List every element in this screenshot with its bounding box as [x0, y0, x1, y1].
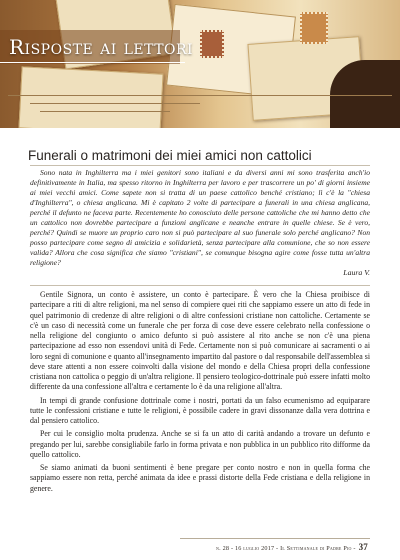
letter-signature: Laura V.	[343, 268, 370, 277]
answer-paragraph: Per cui le consiglio molta prudenza. Anche se si fa un atto di carità andando a trovare un defunto e pregando per lui, sarebbe consigliabile farlo in forma privata e non pubblica in un pubblico rito difforme da quello cattolico.	[30, 429, 370, 459]
stamp-image	[300, 12, 328, 44]
footer-rule	[180, 538, 370, 539]
letter-box-top-rule	[30, 165, 370, 166]
header-photo	[0, 0, 400, 128]
section-title-rule	[0, 62, 185, 63]
stamp-image	[200, 30, 224, 58]
page-footer	[216, 542, 368, 552]
answer-paragraph: Gentile Signora, un conto è assistere, un conto è partecipare. È vero che la Chiesa proibisce di partecipare a riti di altre religioni, ma nel senso di compiere quei riti che sappiamo essere un atto di fede in quel patrimonio di credenze di altre religioni o di altre confessioni cristiane non cattoliche. Certamente se c'è un caso di necessità come un funerale che per forza di cose deve essere celebrato nella confessione o nella religione del congiunto o amico defunto si può assistere al rito anche se non c'è una piena partecipazione ad esso non essendovi unità di Fede. Certamente non si può comunicare ai sacramenti o ai loro segni di comunione e quanto all'insegnamento impartito dal pastore o dal responsabile dell'assemblea si deve stare attenti a non essere coinvolti dalla visione del mondo e della Chiesa propri della confessione cristiana non cattolica o peggio di un'altra religione. Il pensiero teologico-dottrinale può essere infatti molto differente da una confessione all'altra e certamente lo è da una religione all'altra.	[30, 290, 370, 392]
handwriting-line	[30, 103, 200, 104]
article-title: Funerali o matrimoni dei miei amici non cattolici	[28, 148, 312, 163]
page-number: 37	[358, 542, 368, 552]
issue-info: n. 28 - 16 luglio 2017 - Il Settimanale di Padre Pio -	[216, 545, 356, 552]
reader-letter: Sono nata in Inghilterra ma i miei genitori sono italiani e da diversi anni mi sono trasferita anch'io definitivamente in Italia, ma spesso ritorno in Inghilterra per lavoro e per trascorrere un po' di giorni insieme ai miei vecchi amici. Come sapete non si tratta di un paese cattolico benché cristiano; lì c'è la "chiesa d'Inghilterra", o chiesa anglicana. Mi è capitato 2 volte di partecipare a funerali in una chiesa anglicana, perché il defunto ne faceva parte. Recentemente ho conosciuto delle persone cattoliche che mi hanno detto che un cattolico non dovrebbe partecipare a funzioni anglicane e neanche entrare in quelle chiese. Se è vero, perché? Quindi se muore un proprio caro non si può partecipare al suo funerale solo perché anglicano? Non posso partecipare come segno di amicizia e solidarietà, senza partecipare alla comunione, che so non essere valida? Allora che cosa significa che siamo "cristiani", se comunque bisogna agire come fosse tutta un'altra religione?	[30, 168, 370, 267]
answer-body	[30, 290, 370, 497]
answer-paragraph: Se siamo animati da buoni sentimenti è bene pregare per conto nostro e non in quella forma che sappiamo essere non retta, perché animata da idee e prassi distorte della Fede cristiana e della religione in genere.	[30, 463, 370, 493]
dark-corner-image	[330, 60, 400, 128]
handwriting-line	[40, 111, 170, 112]
letter-box-bottom-rule	[30, 285, 370, 286]
answer-paragraph: In tempi di grande confusione dottrinale come i nostri, portati da un falso ecumenismo ad equiparare tutte le confessioni cristiane e tutte le religioni, è possibile cadere in gravi dissonanze dalla vera dottrina e dal pensiero cattolico.	[30, 395, 370, 425]
section-title: Risposte ai lettori	[9, 35, 194, 59]
handwriting-line	[8, 95, 392, 96]
old-letter-image	[18, 66, 163, 128]
